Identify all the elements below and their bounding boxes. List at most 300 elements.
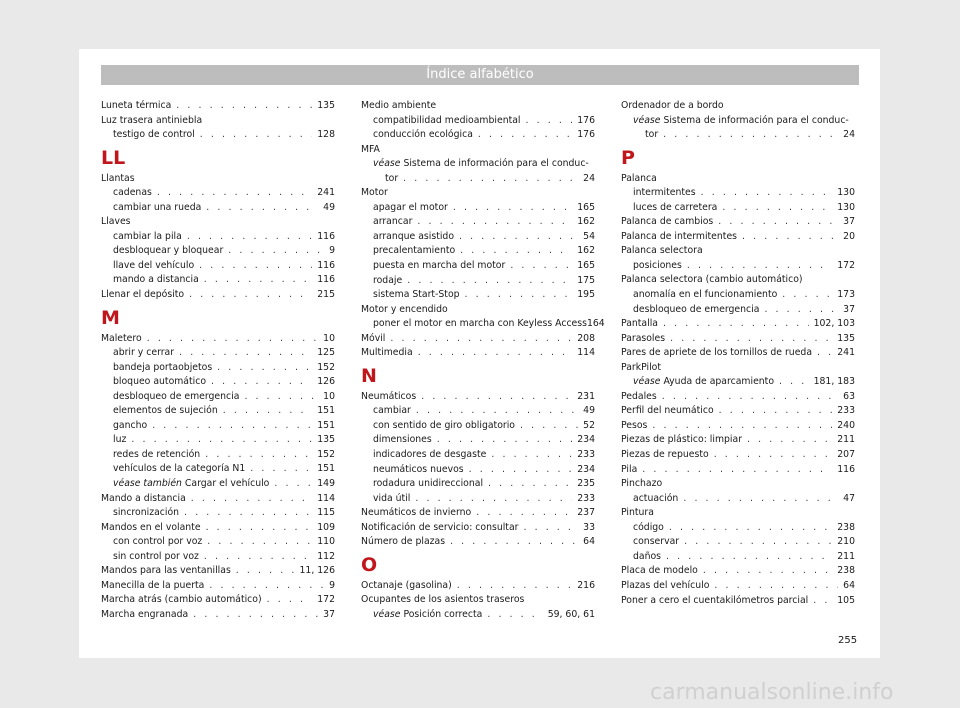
reference-keyword: véase (373, 158, 401, 170)
entry-text: actuación (633, 492, 679, 504)
entry-text: tor (645, 129, 659, 141)
entry-text: Cargar el vehículo (184, 478, 270, 490)
entry-text: Posición correcta (403, 608, 483, 620)
page-ref: 175 (577, 274, 595, 286)
dot-leader (714, 448, 833, 463)
dot-leader (652, 419, 832, 434)
page-ref: 176 (577, 114, 595, 126)
index-subentry (621, 375, 855, 390)
index-subentry (101, 230, 335, 245)
page-ref: 181, 183 (813, 376, 855, 388)
index-subentry (101, 259, 335, 274)
entry-label (373, 463, 464, 478)
entry-label (621, 564, 698, 579)
entry-text: neumáticos nuevos (373, 463, 464, 475)
entry-text: bloqueo automático (113, 376, 207, 388)
entry-label (373, 448, 486, 463)
page-ref: 208 (577, 332, 595, 344)
index-subentry (621, 521, 855, 536)
page-ref: 211 (837, 550, 855, 562)
index-entry (621, 230, 855, 245)
dot-leader (209, 579, 324, 594)
page-ref: 135 (317, 434, 335, 446)
entry-label (101, 579, 204, 594)
reference-keyword: véase (633, 114, 661, 126)
entry-text: llave del vehículo (113, 259, 195, 271)
entry-label (361, 506, 471, 521)
entry-text: redes de retención (113, 448, 201, 460)
dot-leader (223, 404, 313, 419)
index-entry (621, 564, 855, 579)
entry-text: precalentamiento (373, 245, 456, 257)
index-entry (101, 593, 335, 608)
page-ref: 152 (317, 448, 335, 460)
entry-text: Marcha atrás (cambio automático) (101, 594, 262, 606)
entry-label (633, 288, 777, 303)
dot-leader (187, 230, 312, 245)
index-subentry (621, 535, 855, 550)
page-ref: 165 (577, 201, 595, 213)
entry-text: Mando a distancia (101, 492, 186, 504)
dot-leader (714, 579, 838, 594)
page-ref: 233 (577, 449, 595, 461)
entry-text: arranque asistido (373, 230, 455, 242)
index-subentry (621, 303, 855, 318)
index-entry (101, 521, 335, 536)
entry-text: desbloqueo de emergencia (113, 390, 240, 402)
index-heading: Llaves (101, 216, 131, 228)
entry-text: sincronización (113, 507, 180, 519)
index-subentry (361, 419, 595, 434)
entry-label (101, 608, 188, 623)
entry-label (373, 608, 482, 623)
entry-text: Neumáticos (361, 390, 417, 402)
entry-text: Piezas de plástico: limpiar (621, 434, 743, 446)
dot-leader (152, 419, 312, 434)
index-entry (361, 521, 595, 536)
entry-text: vida útil (373, 492, 411, 504)
index-heading: Ordenador de a bordo (621, 100, 724, 111)
index-entry (621, 463, 855, 478)
index-subentry (361, 259, 595, 274)
entry-text: mando a distancia (113, 274, 199, 286)
index-heading: Motor (361, 187, 388, 199)
page-ref: 52 (583, 419, 595, 431)
page-ref: 105 (837, 594, 855, 606)
dot-leader (701, 186, 833, 201)
index-entry (621, 448, 855, 463)
dot-leader (488, 477, 572, 492)
index-subentry (621, 492, 855, 507)
page-ref: 49 (583, 405, 595, 417)
entry-label (113, 201, 201, 216)
dot-leader (459, 230, 578, 245)
page-ref: 238 (837, 521, 855, 533)
entry-text: cambiar la pila (113, 230, 182, 242)
page-ref: 216 (577, 579, 595, 591)
entry-label (113, 375, 206, 390)
entry-text: daños (633, 550, 662, 562)
dot-leader (476, 506, 572, 521)
index-subentry (101, 390, 335, 405)
page-ref: 116 (317, 230, 335, 242)
index-entry (361, 579, 595, 594)
index-subentry (621, 201, 855, 216)
dot-leader (663, 317, 809, 332)
entry-label (113, 419, 147, 434)
dot-leader (670, 332, 832, 347)
index-entry (101, 492, 335, 507)
entry-text: Pares de apriete de los tornillos de rueda (621, 347, 813, 359)
entry-text: Piezas de repuesto (621, 449, 709, 461)
dot-leader (478, 128, 572, 143)
dot-leader (491, 448, 572, 463)
dot-leader (200, 128, 312, 143)
entry-label (621, 230, 737, 245)
page-ref: 47 (843, 492, 855, 504)
page-ref: 115 (317, 507, 335, 519)
dot-leader (520, 419, 578, 434)
entry-text: desbloquear y bloquear (113, 245, 224, 257)
index-subentry (101, 448, 335, 463)
page-ref: 130 (837, 187, 855, 199)
section-letter: LL (101, 146, 126, 169)
index-subentry (101, 419, 335, 434)
entry-text: apagar el motor (373, 201, 448, 213)
index-subentry (101, 346, 335, 361)
index-subentry (101, 550, 335, 565)
entry-text: Placa de modelo (621, 565, 698, 577)
page-ref: 238 (837, 565, 855, 577)
index-entry (101, 288, 335, 303)
entry-label (633, 375, 774, 390)
dot-leader (421, 390, 572, 405)
entry-label (373, 114, 521, 129)
page-ref: 162 (577, 245, 595, 257)
entry-text: Multimedia (361, 347, 413, 359)
index-reference (621, 114, 855, 129)
page-ref: 114 (317, 492, 335, 504)
index-subentry (621, 288, 855, 303)
dot-leader (662, 390, 838, 405)
entry-label (633, 201, 717, 216)
entry-text: cambiar una rueda (113, 201, 202, 213)
page-ref: 172 (317, 594, 335, 606)
entry-label (645, 128, 658, 143)
dot-leader (453, 201, 572, 216)
entry-label (101, 564, 231, 579)
dot-leader (211, 375, 312, 390)
page-ref: 9 (329, 245, 335, 257)
page-ref: 235 (577, 478, 595, 490)
index-heading: Pintura (621, 507, 654, 519)
dot-leader (703, 564, 832, 579)
page-ref: 10 (323, 390, 335, 402)
entry-label (361, 390, 416, 405)
entry-text: Mandos en el volante (101, 521, 201, 533)
dot-leader (450, 535, 578, 550)
index-subentry (101, 273, 335, 288)
dot-leader (189, 288, 312, 303)
entry-label (113, 230, 182, 245)
entry-text: rodaje (373, 274, 403, 286)
entry-label (101, 99, 171, 114)
entry-label (373, 433, 432, 448)
entry-text: con sentido de giro obligatorio (373, 419, 515, 431)
dot-leader (193, 608, 318, 623)
index-subentry (101, 535, 335, 550)
entry-text: sistema Start-Stop (373, 289, 460, 301)
dot-leader (718, 215, 838, 230)
page-ref: 114 (577, 347, 595, 359)
entry-text: elementos de sujeción (113, 405, 218, 417)
entry-label (101, 332, 142, 347)
page-ref: 128 (317, 129, 335, 141)
dot-leader (217, 361, 312, 376)
dot-leader (663, 128, 838, 143)
entry-label (621, 448, 709, 463)
page-ref: 164 (586, 318, 605, 330)
entry-label (621, 390, 657, 405)
entry-label (373, 419, 515, 434)
index-subentry (361, 230, 595, 245)
entry-text: Sistema de información para el conduc- (663, 114, 849, 126)
entry-label (101, 521, 201, 536)
entry-label (113, 506, 179, 521)
entry-text: Neumáticos de invierno (361, 507, 472, 519)
page-ref: 151 (317, 405, 335, 417)
entry-text: Notificación de servicio: consultar (361, 521, 519, 533)
entry-text: Sistema de información para el conduc- (403, 158, 589, 170)
entry-text: sin control por voz (113, 550, 199, 562)
index-subentry (621, 259, 855, 274)
dot-leader (176, 99, 312, 114)
page-ref: 116 (317, 274, 335, 286)
entry-text: código (633, 521, 664, 533)
page-ref: 64 (843, 579, 855, 591)
page-ref: 231 (577, 390, 595, 402)
index-heading: Ocupantes de los asientos traseros (361, 594, 525, 606)
entry-text: desbloqueo de emergencia (633, 303, 760, 315)
index-subentry (101, 201, 335, 216)
index-entry (621, 317, 855, 332)
entry-label (113, 361, 212, 376)
index-subentry (621, 186, 855, 201)
entry-text: luz (113, 434, 127, 446)
page-ref: 112 (317, 550, 335, 562)
entry-label (621, 332, 665, 347)
entry-label (113, 346, 174, 361)
index-entry (361, 390, 595, 405)
entry-label (373, 128, 473, 143)
index-heading: Medio ambiente (361, 100, 437, 111)
entry-label (633, 492, 678, 507)
dot-leader (267, 593, 313, 608)
entry-label (113, 259, 194, 274)
entry-text: Maletero (101, 332, 142, 344)
page-ref: 9 (329, 579, 335, 591)
entry-text: Llenar el depósito (101, 289, 185, 301)
page-ref: 54 (583, 230, 595, 242)
entry-text: Móvil (361, 332, 386, 344)
page-ref: 165 (577, 260, 595, 272)
page-ref: 116 (837, 463, 855, 475)
entry-text: indicadores de desgaste (373, 449, 487, 461)
entry-label (101, 593, 262, 608)
entry-label (113, 550, 199, 565)
index-subentry (361, 492, 595, 507)
reference-keyword: véase (633, 376, 661, 388)
index-entry (621, 579, 855, 594)
index-entry (101, 608, 335, 623)
dot-leader (782, 288, 832, 303)
dot-leader (204, 273, 312, 288)
dot-leader (526, 114, 573, 129)
page-ref: 135 (317, 100, 335, 111)
dot-leader (722, 201, 832, 216)
entry-label (361, 346, 413, 361)
entry-label (633, 259, 682, 274)
index-heading: Palanca selectora (cambio automático) (621, 274, 803, 286)
index-subentry (101, 375, 335, 390)
entry-label (633, 521, 664, 536)
dot-leader (228, 244, 324, 259)
dot-leader (204, 550, 312, 565)
dot-leader (417, 215, 572, 230)
entry-label (113, 477, 269, 492)
page-ref: 11, 126 (299, 565, 335, 577)
dot-leader (719, 404, 833, 419)
index-column-3 (621, 99, 855, 608)
dot-leader (669, 521, 832, 536)
entry-text: Parasoles (621, 332, 666, 344)
index-subentry (101, 244, 335, 259)
page-ref: 37 (843, 216, 855, 228)
dot-leader (157, 186, 312, 201)
entry-text: vehículos de la categoría N1 (113, 463, 246, 475)
entry-text: arrancar (373, 216, 413, 228)
entry-text: Mandos para las ventanillas (101, 565, 231, 577)
dot-leader (131, 433, 312, 448)
entry-label (373, 404, 411, 419)
index-subentry (361, 608, 595, 623)
index-entry (361, 346, 595, 361)
entry-text: Pila (621, 463, 638, 475)
entry-text: Pesos (621, 419, 648, 431)
index-subentry (361, 201, 595, 216)
entry-label (101, 492, 186, 507)
dot-leader (523, 521, 578, 536)
index-subentry (361, 114, 595, 129)
entry-text: tor (385, 172, 399, 184)
index-subentry (101, 404, 335, 419)
page-ref: 172 (837, 259, 855, 271)
dot-leader (418, 346, 573, 361)
dot-leader (687, 259, 832, 274)
entry-text: rodadura unidireccional (373, 478, 484, 490)
section-letter: P (621, 146, 635, 169)
entry-label (373, 215, 412, 230)
index-subentry (101, 506, 335, 521)
index-entry (101, 579, 335, 594)
dot-leader (416, 404, 578, 419)
dot-leader (666, 550, 832, 565)
index-subentry (361, 404, 595, 419)
entry-text: poner el motor en marcha con Keyless Access (373, 318, 587, 330)
page-ref: 211 (837, 434, 855, 446)
page-ref: 233 (577, 492, 595, 504)
entry-label (113, 535, 202, 550)
entry-label (101, 288, 184, 303)
dot-leader (683, 492, 838, 507)
entry-label (373, 477, 483, 492)
entry-label (113, 273, 199, 288)
page-ref: 176 (577, 129, 595, 141)
entry-text: gancho (113, 419, 148, 431)
index-entry (621, 404, 855, 419)
section-letter: O (361, 553, 378, 576)
entry-label (361, 332, 385, 347)
dot-leader (206, 521, 313, 536)
page-ref: 233 (837, 405, 855, 417)
index-subentry (621, 128, 855, 143)
index-heading: MFA (361, 143, 380, 155)
page-ref: 37 (843, 303, 855, 315)
page-ref: 24 (843, 129, 855, 141)
entry-label (621, 419, 647, 434)
index-entry (621, 433, 855, 448)
page-ref: 24 (583, 172, 595, 184)
entry-text: posiciones (633, 259, 682, 271)
dot-leader (274, 477, 312, 492)
entry-text: compatibilidad medioambiental (373, 114, 521, 126)
page-ref: 49 (323, 201, 335, 213)
dot-leader (199, 259, 312, 274)
entry-label (373, 274, 402, 289)
entry-label (113, 433, 126, 448)
dot-leader (207, 535, 312, 550)
page-ref: 102, 103 (813, 318, 855, 330)
index-heading: Palanca selectora (621, 245, 703, 257)
index-entry (361, 535, 595, 550)
entry-label (621, 404, 714, 419)
page-ref: 130 (837, 201, 855, 213)
entry-label (373, 259, 505, 274)
index-entry (101, 564, 335, 579)
entry-label (373, 244, 455, 259)
entry-text: abrir y cerrar (113, 347, 175, 359)
dot-leader (460, 244, 572, 259)
entry-text: Pantalla (621, 318, 658, 330)
index-subentry (101, 462, 335, 477)
entry-text: cadenas (113, 187, 152, 199)
entry-text: Ayuda de aparcamiento (663, 376, 775, 388)
dot-leader (487, 608, 542, 623)
dot-leader (415, 492, 572, 507)
page-ref: 241 (837, 347, 855, 359)
page-ref: 173 (837, 289, 855, 301)
entry-text: con control por voz (113, 536, 203, 548)
index-subentry (101, 128, 335, 143)
entry-label (113, 128, 195, 143)
dot-leader (747, 433, 832, 448)
index-entry (621, 594, 855, 609)
page-ref: 207 (837, 449, 855, 461)
index-subentry (101, 477, 335, 492)
dot-leader (642, 463, 832, 478)
section-letter: N (361, 364, 377, 387)
index-entry (621, 419, 855, 434)
